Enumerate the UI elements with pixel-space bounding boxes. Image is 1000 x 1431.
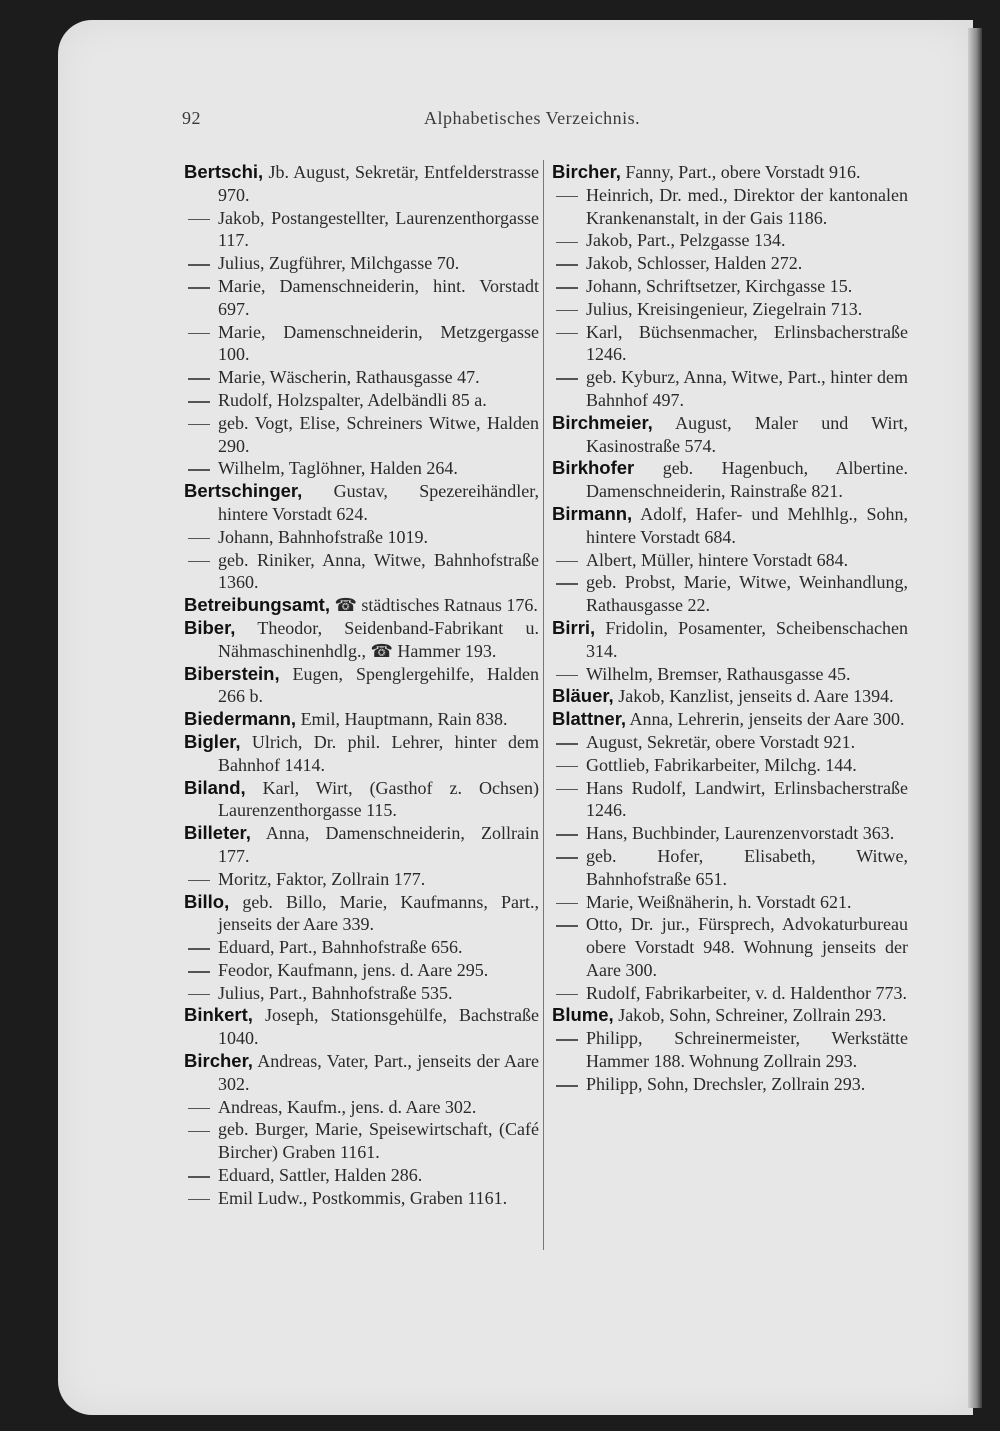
directory-subentry xyxy=(184,252,539,275)
entry-surname: Bertschi, xyxy=(184,161,264,182)
directory-subentry xyxy=(184,1187,539,1210)
entry-text: Eduard, Sattler, Halden 286. xyxy=(218,1165,423,1186)
directory-subentry xyxy=(184,549,539,595)
entry-surname: Billo, xyxy=(184,890,230,912)
ditto-dash xyxy=(184,366,218,389)
entry-text: Wilhelm, Bremser, Rathausgasse 45. xyxy=(586,663,851,684)
entry-surname: Bigler, xyxy=(184,730,241,752)
entry-text: Marie, Damenschneiderin, Metzgergasse 100. xyxy=(218,321,539,365)
entry-text: Moritz, Faktor, Zollrain 177. xyxy=(218,868,426,889)
entry-surname: Biberstein, xyxy=(184,662,280,684)
entry-text: Eduard, Part., Bahnhofstraße 656. xyxy=(218,937,463,958)
entry-text: Philipp, Sohn, Drechsler, Zollrain 293. xyxy=(586,1073,866,1094)
directory-entry xyxy=(552,457,908,503)
directory-subentry xyxy=(552,298,908,321)
ditto-dash xyxy=(184,549,218,572)
ditto-dash xyxy=(552,366,586,389)
entry-text: Andreas, Vater, Part., jenseits der Aare 302. xyxy=(218,1051,539,1094)
entry-text: Hans Rudolf, Landwirt, Erlinsbacherstraße 1246. xyxy=(586,777,908,821)
directory-subentry xyxy=(184,321,539,367)
entry-surname: Bircher, xyxy=(184,1050,253,1072)
entry-text: Emil, Hauptmann, Rain 838. xyxy=(296,709,508,730)
entry-text: Albert, Müller, hintere Vorstadt 684. xyxy=(586,549,849,570)
entry-text: Ulrich, Dr. phil. Lehrer, hinter dem Bahnhof 1414. xyxy=(218,731,539,775)
running-title: Alphabetisches Verzeichnis. xyxy=(424,108,641,128)
directory-entry xyxy=(184,480,539,526)
directory-subentry xyxy=(184,1118,539,1164)
entry-text: Fridolin, Posamenter, Scheibenschachen 314. xyxy=(586,617,908,661)
directory-entry xyxy=(552,161,908,184)
entry-text: Jakob, Postangestellter, Laurenzenthorgasse 117. xyxy=(218,207,539,251)
ditto-dash xyxy=(552,822,586,845)
ditto-dash xyxy=(552,1027,586,1050)
directory-subentry xyxy=(552,571,908,617)
directory-subentry xyxy=(552,731,908,754)
entry-surname: Biland, xyxy=(184,776,246,798)
ditto-dash xyxy=(184,1096,218,1119)
ditto-dash xyxy=(552,845,586,868)
directory-subentry xyxy=(184,366,539,389)
entry-text: Heinrich, Dr. med., Direktor der kantonalen Krankenanstalt, in der Gais 1186. xyxy=(586,184,908,228)
entry-text: geb. Riniker, Anna, Witwe, Bahnhofstraße 1360. xyxy=(218,549,539,593)
right-column xyxy=(552,161,908,1096)
directory-subentry xyxy=(184,275,539,321)
directory-entry xyxy=(184,731,539,777)
entry-text: Marie, Weißnäherin, h. Vorstadt 621. xyxy=(586,891,852,912)
ditto-dash xyxy=(552,571,586,594)
entry-text: August, Sekretär, obere Vorstadt 921. xyxy=(586,731,856,752)
entry-text: geb. Vogt, Elise, Schreiners Witwe, Halden 290. xyxy=(218,412,539,456)
entry-surname: Birkhofer xyxy=(552,457,635,479)
directory-entry xyxy=(184,891,539,937)
entry-text: Anna, Lehrerin, jenseits der Aare 300. xyxy=(626,709,905,730)
ditto-dash xyxy=(552,891,586,914)
entry-surname: Birmann, xyxy=(552,502,633,524)
directory-subentry xyxy=(552,754,908,777)
left-column xyxy=(184,161,539,1210)
ditto-dash xyxy=(552,252,586,275)
entry-surname: Birchmeier, xyxy=(552,411,653,433)
directory-subentry xyxy=(184,412,539,458)
entry-text: Julius, Kreisingenieur, Ziegelrain 713. xyxy=(586,298,863,319)
ditto-dash xyxy=(552,982,586,1005)
entry-text: Theodor, Seidenband-Fabrikant u. Nähmaschinenhdlg., ☎ Hammer 193. xyxy=(218,617,539,661)
entry-text: Fanny, Part., obere Vorstadt 916. xyxy=(620,162,861,182)
ditto-dash xyxy=(184,321,218,344)
directory-entry xyxy=(184,777,539,823)
entry-surname: Bläuer, xyxy=(552,685,614,707)
directory-entry xyxy=(552,412,908,458)
entry-text: Johann, Bahnhofstraße 1019. xyxy=(218,526,428,547)
entry-surname: Biedermann, xyxy=(184,708,297,730)
entry-text: Joseph, Stationsgehülfe, Bachstraße 1040. xyxy=(218,1005,539,1049)
entry-text: Jakob, Sohn, Schreiner, Zollrain 293. xyxy=(613,1005,887,1026)
ditto-dash xyxy=(184,412,218,435)
directory-subentry xyxy=(184,389,539,412)
directory-subentry xyxy=(552,229,908,252)
directory-entry xyxy=(552,1004,908,1027)
entry-text: Karl, Wirt, (Gasthof z. Ochsen) Laurenzenthorgasse 115. xyxy=(218,777,539,821)
entry-surname: Binkert, xyxy=(184,1004,253,1026)
directory-subentry xyxy=(552,275,908,298)
entry-text: geb. Hagenbuch, Albertine. Damenschneiderin, Rainstraße 821. xyxy=(586,458,908,502)
directory-entry xyxy=(184,1050,539,1096)
entry-text: Johann, Schriftsetzer, Kirchgasse 15. xyxy=(586,275,853,296)
ditto-dash xyxy=(184,1118,218,1141)
directory-subentry xyxy=(552,845,908,891)
directory-entry xyxy=(552,685,908,708)
entry-text: Adolf, Hafer- und Mehlhlg., Sohn, hintere Vorstadt 684. xyxy=(586,503,908,547)
entry-surname: Blattner, xyxy=(552,708,627,730)
entry-text: Julius, Zugführer, Milchgasse 70. xyxy=(218,253,460,274)
directory-entry xyxy=(184,161,539,207)
ditto-dash xyxy=(184,936,218,959)
directory-entry xyxy=(184,822,539,868)
directory-subentry xyxy=(184,526,539,549)
entry-text: Wilhelm, Taglöhner, Halden 264. xyxy=(218,458,458,479)
ditto-dash xyxy=(552,663,586,686)
directory-subentry xyxy=(184,457,539,480)
ditto-dash xyxy=(552,777,586,800)
entry-text: Jb. August, Sekretär, Entfelderstrasse 970. xyxy=(218,162,539,205)
directory-subentry xyxy=(552,822,908,845)
directory-subentry xyxy=(552,777,908,823)
directory-entry xyxy=(552,617,908,663)
ditto-dash xyxy=(552,298,586,321)
directory-subentry xyxy=(184,1164,539,1187)
directory-entry xyxy=(552,503,908,549)
ditto-dash xyxy=(552,754,586,777)
entry-surname: Bertschinger, xyxy=(184,480,303,502)
ditto-dash xyxy=(552,275,586,298)
directory-subentry xyxy=(184,1096,539,1119)
entry-text: Andreas, Kaufm., jens. d. Aare 302. xyxy=(218,1096,477,1117)
directory-entry xyxy=(184,708,539,731)
directory-entry xyxy=(552,708,908,731)
ditto-dash xyxy=(552,731,586,754)
entry-text: Jakob, Kanzlist, jenseits d. Aare 1394. xyxy=(613,686,894,707)
entry-text: geb. Billo, Marie, Kaufmanns, Part., jenseits der Aare 339. xyxy=(218,891,539,935)
directory-subentry xyxy=(552,321,908,367)
ditto-dash xyxy=(184,252,218,275)
ditto-dash xyxy=(552,321,586,344)
directory-subentry xyxy=(552,1073,908,1096)
entry-text: Karl, Büchsenmacher, Erlinsbacherstraße 1246. xyxy=(586,321,908,365)
entry-text: Marie, Damenschneiderin, hint. Vorstadt 697. xyxy=(218,275,539,319)
ditto-dash xyxy=(184,389,218,412)
entry-text: Eugen, Spenglergehilfe, Halden 266 b. xyxy=(218,663,539,707)
entry-text: ☎ städtisches Ratnaus 176. xyxy=(329,595,538,616)
ditto-dash xyxy=(184,868,218,891)
ditto-dash xyxy=(184,207,218,230)
entry-text: Anna, Damenschneiderin, Zollrain 177. xyxy=(218,823,539,866)
entry-text: Jakob, Part., Pelzgasse 134. xyxy=(586,230,786,251)
page-edge xyxy=(968,28,982,1408)
entry-text: geb. Hofer, Elisabeth, Witwe, Bahnhofstraße 651. xyxy=(586,845,908,889)
directory-subentry xyxy=(184,868,539,891)
directory-subentry xyxy=(552,891,908,914)
ditto-dash xyxy=(184,959,218,982)
entry-text: geb. Burger, Marie, Speisewirtschaft, (Café Bircher) Graben 1161. xyxy=(218,1119,539,1163)
directory-subentry xyxy=(184,207,539,253)
entry-text: Hans, Buchbinder, Laurenzenvorstadt 363. xyxy=(586,823,895,844)
ditto-dash xyxy=(552,1073,586,1096)
entry-surname: Betreibungsamt, xyxy=(184,594,330,616)
ditto-dash xyxy=(552,549,586,572)
ditto-dash xyxy=(552,184,586,207)
entry-text: Philipp, Schreinermeister, Werkstätte Hammer 188. Wohnung Zollrain 293. xyxy=(586,1028,908,1072)
entry-text: geb. Probst, Marie, Witwe, Weinhandlung, Rathausgasse 22. xyxy=(586,572,908,616)
entry-text: Julius, Part., Bahnhofstraße 535. xyxy=(218,982,453,1003)
entry-text: geb. Kyburz, Anna, Witwe, Part., hinter dem Bahnhof 497. xyxy=(586,367,908,410)
ditto-dash xyxy=(184,1164,218,1187)
ditto-dash xyxy=(184,1187,218,1210)
entry-surname: Billeter, xyxy=(184,822,251,844)
entry-text: Otto, Dr. jur., Fürsprech, Advokaturbureau obere Vorstadt 948. Wohnung jenseits der Aare 300. xyxy=(586,914,908,980)
entry-surname: Birri, xyxy=(552,616,596,638)
entry-surname: Bircher, xyxy=(552,161,621,182)
directory-subentry xyxy=(552,366,908,412)
directory-entry xyxy=(184,594,539,617)
entry-text: Jakob, Schlosser, Halden 272. xyxy=(586,253,803,274)
ditto-dash xyxy=(184,526,218,549)
ditto-dash xyxy=(552,913,586,936)
directory-subentry xyxy=(552,252,908,275)
entry-text: August, Maler und Wirt, Kasinostraße 574. xyxy=(586,412,908,456)
entry-text: Gustav, Spezereihändler, hintere Vorstadt 624. xyxy=(218,481,539,524)
directory-subentry xyxy=(552,1027,908,1073)
directory-subentry xyxy=(184,936,539,959)
ditto-dash xyxy=(184,457,218,480)
entry-text: Emil Ludw., Postkommis, Graben 1161. xyxy=(218,1187,508,1208)
ditto-dash xyxy=(184,275,218,298)
entry-text: Feodor, Kaufmann, jens. d. Aare 295. xyxy=(218,959,489,980)
entry-text: Marie, Wäscherin, Rathausgasse 47. xyxy=(218,367,480,388)
directory-subentry xyxy=(552,982,908,1005)
directory-entry xyxy=(184,617,539,663)
entry-surname: Biber, xyxy=(184,616,236,638)
ditto-dash xyxy=(184,982,218,1005)
entry-text: Gottlieb, Fabrikarbeiter, Milchg. 144. xyxy=(586,754,857,775)
directory-subentry xyxy=(552,913,908,981)
directory-entry xyxy=(184,1004,539,1050)
directory-subentry xyxy=(184,959,539,982)
entry-text: Rudolf, Fabrikarbeiter, v. d. Haldenthor 773. xyxy=(586,982,908,1003)
directory-entry xyxy=(184,663,539,709)
directory-subentry xyxy=(184,982,539,1005)
column-divider xyxy=(543,160,544,1250)
directory-subentry xyxy=(552,184,908,230)
entry-text: Rudolf, Holzspalter, Adelbändli 85 a. xyxy=(218,389,487,410)
ditto-dash xyxy=(552,229,586,252)
page-number: 92 xyxy=(182,108,201,128)
directory-subentry xyxy=(552,663,908,686)
directory-subentry xyxy=(552,549,908,572)
page-header xyxy=(0,108,1000,130)
entry-surname: Blume, xyxy=(552,1004,614,1026)
